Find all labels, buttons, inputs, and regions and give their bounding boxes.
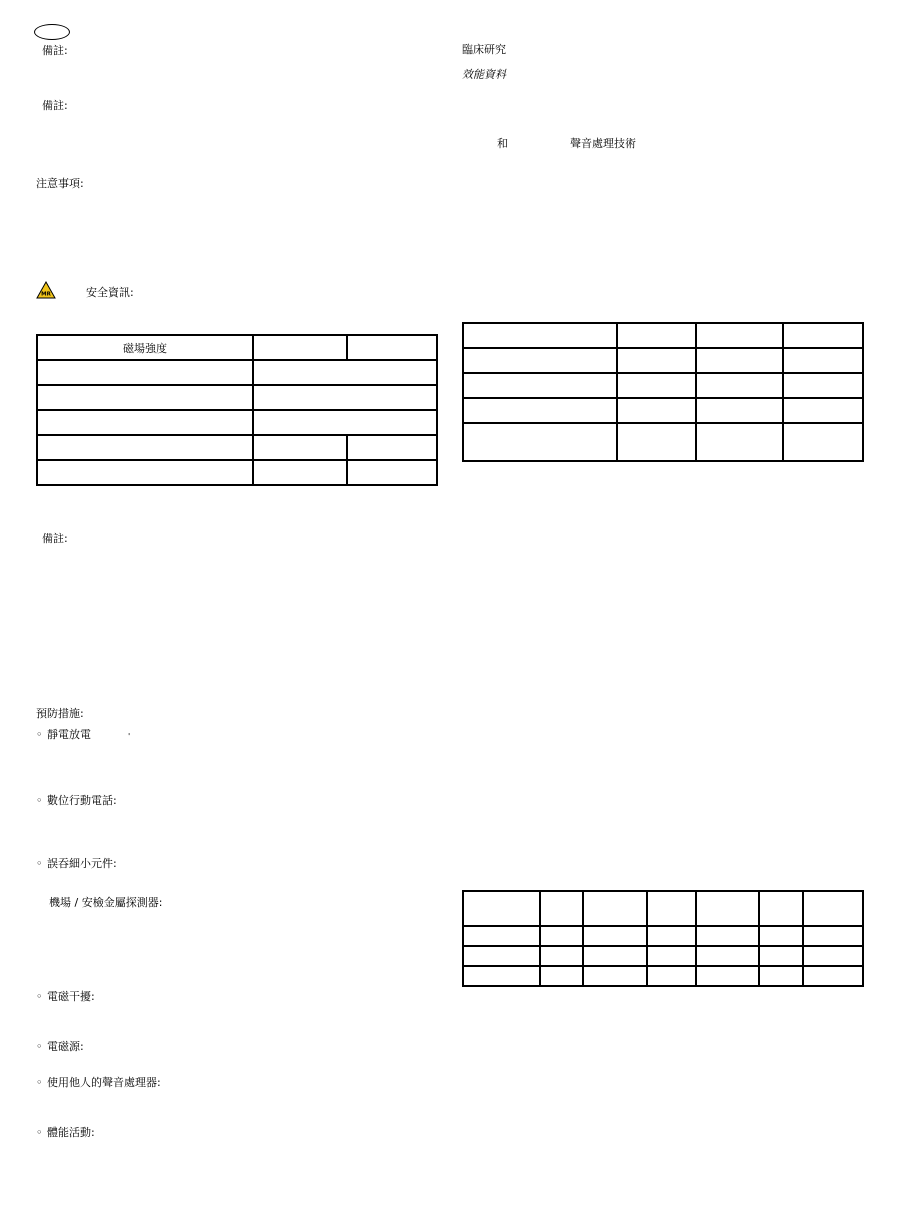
table-cell xyxy=(696,946,759,966)
table-cell xyxy=(583,946,647,966)
bullet-glyph: ◦ xyxy=(36,728,43,741)
table-cell xyxy=(647,966,696,986)
table-cell xyxy=(37,385,253,410)
table-cell xyxy=(759,946,803,966)
efficacy-data-heading: 效能資料 xyxy=(462,68,506,81)
table-cell xyxy=(253,385,437,410)
table-cell xyxy=(540,891,583,926)
ellipse-badge xyxy=(34,24,70,40)
table-cell xyxy=(347,460,437,485)
others-processor-item: 使用他人的聲音處理器: xyxy=(47,1076,161,1089)
sound-processing-tech: 聲音處理技術 xyxy=(570,137,636,150)
table-cell xyxy=(783,398,863,423)
table-cell xyxy=(759,926,803,946)
table-cell xyxy=(696,891,759,926)
note-label-3: 備註: xyxy=(42,532,68,545)
table-cell xyxy=(617,348,696,373)
table-cell xyxy=(463,891,540,926)
table-cell xyxy=(696,926,759,946)
table-cell xyxy=(347,335,437,360)
table-cell xyxy=(253,360,437,385)
table-cell xyxy=(463,348,617,373)
table-cell xyxy=(37,460,253,485)
table-cell xyxy=(463,423,617,461)
table-cell xyxy=(696,966,759,986)
clinical-study-heading: 臨床研究 xyxy=(462,43,506,56)
table-cell xyxy=(803,891,863,926)
esd-item: 靜電放電 xyxy=(47,728,91,741)
bullet-glyph: ◦ xyxy=(36,1076,43,1089)
bullet-glyph: ◦ xyxy=(36,857,43,870)
table-cell xyxy=(617,398,696,423)
sports-item: 體能活動: xyxy=(47,1126,95,1139)
table-cell xyxy=(696,348,783,373)
table-cell xyxy=(696,398,783,423)
table-cell xyxy=(696,323,783,348)
table-cell xyxy=(783,323,863,348)
table-cell xyxy=(696,373,783,398)
table-cell xyxy=(37,435,253,460)
table-cell xyxy=(463,323,617,348)
table-cell xyxy=(253,435,347,460)
and-word: 和 xyxy=(497,137,508,150)
note-label-1: 備註: xyxy=(42,44,68,57)
table-cell xyxy=(647,946,696,966)
emi-item: 電磁干擾: xyxy=(47,990,95,1003)
table-cell xyxy=(540,926,583,946)
airport-detector-item: 機場 / 安檢金屬探測器: xyxy=(49,896,163,909)
table-cell xyxy=(583,926,647,946)
table-cell xyxy=(647,926,696,946)
table-cell xyxy=(583,891,647,926)
svg-text:MR: MR xyxy=(41,291,51,298)
table-cell xyxy=(583,966,647,986)
table-cell xyxy=(463,926,540,946)
swallow-parts-item: 誤吞細小元件: xyxy=(47,857,117,870)
table-cell xyxy=(347,435,437,460)
table-cell xyxy=(617,423,696,461)
table-cell xyxy=(463,398,617,423)
table-cell xyxy=(540,966,583,986)
table-cell xyxy=(803,926,863,946)
results-table-1 xyxy=(462,322,864,462)
precautions-heading: 預防措施: xyxy=(36,707,84,720)
table-cell xyxy=(37,360,253,385)
table-cell xyxy=(253,335,347,360)
table-cell xyxy=(783,423,863,461)
table-cell xyxy=(803,966,863,986)
table-cell xyxy=(647,891,696,926)
bullet-glyph: ◦ xyxy=(36,1040,43,1053)
table-cell xyxy=(803,946,863,966)
table-cell xyxy=(759,891,803,926)
table-cell xyxy=(463,946,540,966)
table-cell xyxy=(759,966,803,986)
table-cell xyxy=(253,460,347,485)
safety-info-heading: 安全資訊: xyxy=(86,286,134,299)
field-strength-table xyxy=(36,334,438,486)
table-cell xyxy=(696,423,783,461)
bullet-glyph: ◦ xyxy=(36,794,43,807)
mobile-phone-item: 數位行動電話: xyxy=(47,794,117,807)
table-cell xyxy=(617,373,696,398)
table-cell xyxy=(37,410,253,435)
bullet-glyph: ◦ xyxy=(36,990,43,1003)
em-source-item: 電磁源: xyxy=(47,1040,84,1053)
caution-heading: 注意事項: xyxy=(36,177,84,190)
table-cell xyxy=(783,373,863,398)
table-cell xyxy=(463,373,617,398)
table-cell xyxy=(783,348,863,373)
table-cell xyxy=(617,323,696,348)
esd-trailing-mark: ' xyxy=(128,732,131,741)
field-strength-header: 磁場強度 xyxy=(37,335,253,360)
note-label-2: 備註: xyxy=(42,99,68,112)
table-cell xyxy=(463,966,540,986)
table-cell xyxy=(540,946,583,966)
table-cell xyxy=(253,410,437,435)
results-table-2 xyxy=(462,890,864,987)
bullet-glyph: ◦ xyxy=(36,1126,43,1139)
mr-conditional-warning-icon xyxy=(36,281,56,299)
